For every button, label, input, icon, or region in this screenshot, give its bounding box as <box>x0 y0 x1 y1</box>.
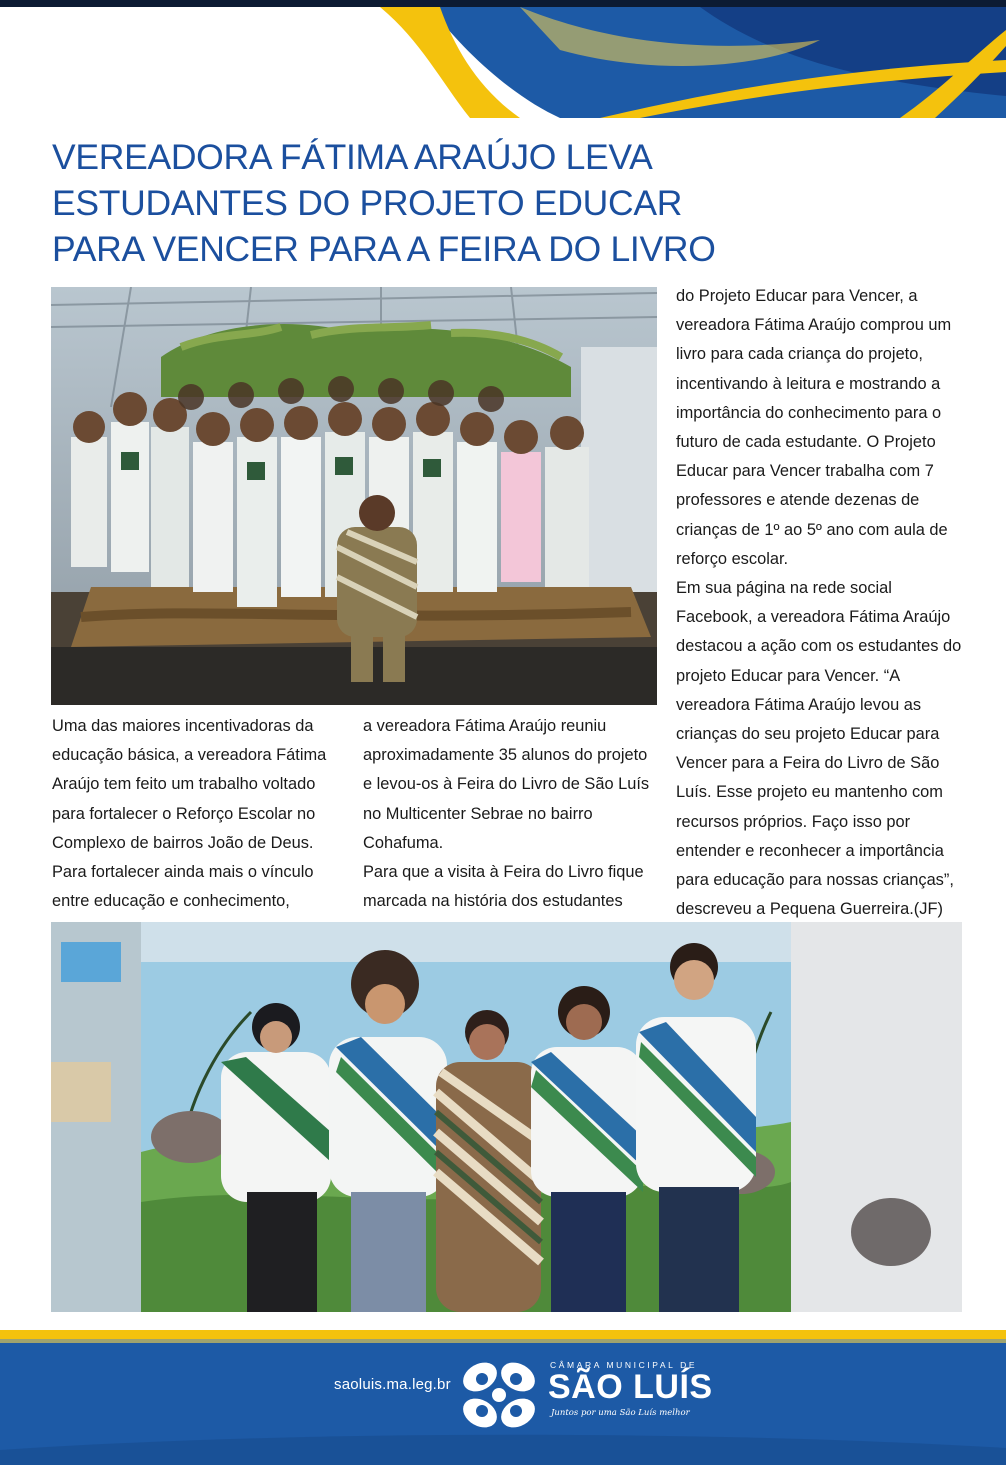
logo-tagline: Juntos por uma São Luís melhor <box>551 1408 690 1418</box>
article-column-1 <box>52 712 334 916</box>
paragraph: Uma das maiores incentivadoras da educação básica, a vereadora Fátima Araújo tem feito um trabalho voltado para fortalecer o Reforço Escolar no Complexo de bairros João de Deus. <box>52 717 327 852</box>
site-url: saoluis.ma.leg.br <box>334 1376 451 1393</box>
paragraph: Para fortalecer ainda mais o vínculo entre educação e conhecimento, <box>52 863 314 911</box>
logo-name: SÃO LUÍS <box>548 1368 713 1406</box>
paragraph: Para que a visita à Feira do Livro fique marcada na história dos estudantes <box>363 863 644 911</box>
students-mural-photo <box>51 922 962 1312</box>
children-group-photo <box>51 287 657 705</box>
article-title <box>52 134 752 272</box>
article-column-2 <box>363 712 655 916</box>
article-column-3 <box>676 282 968 924</box>
students-mural-photo-image <box>51 922 962 1312</box>
logo-top-text: CÂMARA MUNICIPAL DE <box>550 1360 698 1370</box>
paragraph: Em sua página na rede social Facebook, a vereadora Fátima Araújo destacou a ação com os estudantes do projeto Educar para Vencer. “A vereadora Fátima Araújo levou as crianças do seu projeto Educar para Vencer para a Feira do Livro de São Luís. Esse projeto eu mantenho com recursos próprios. Faço isso por entender e reconhecer a importância para educação para nossas crianças”, descreveu a Pequena Guerreira.(JF) <box>676 579 962 919</box>
header-swoosh-graphic <box>0 0 1006 118</box>
title-line: PARA VENCER PARA A FEIRA DO LIVRO <box>52 229 716 269</box>
title-line: ESTUDANTES DO PROJETO EDUCAR <box>52 183 683 223</box>
paragraph: do Projeto Educar para Vencer, a vereadora Fátima Araújo comprou um livro para cada criança do projeto, incentivando à leitura e mostrando a importância do conhecimento para o futuro de cada estudante. O Projeto Educar para Vencer trabalha com 7 professores e atende dezenas de crianças de 1º ao 5º ano com aula de reforço escolar. <box>676 287 952 568</box>
paragraph: a vereadora Fátima Araújo reuniu aproximadamente 35 alunos do projeto e levou-os à Feira do Livro de São Luís no Multicenter Sebrae no bairro Cohafuma. <box>363 717 650 852</box>
camara-sao-luis-logo-icon <box>456 1355 542 1435</box>
title-line: VEREADORA FÁTIMA ARAÚJO LEVA <box>52 137 653 177</box>
header-banner <box>0 0 1006 118</box>
children-group-photo-image <box>51 287 657 705</box>
